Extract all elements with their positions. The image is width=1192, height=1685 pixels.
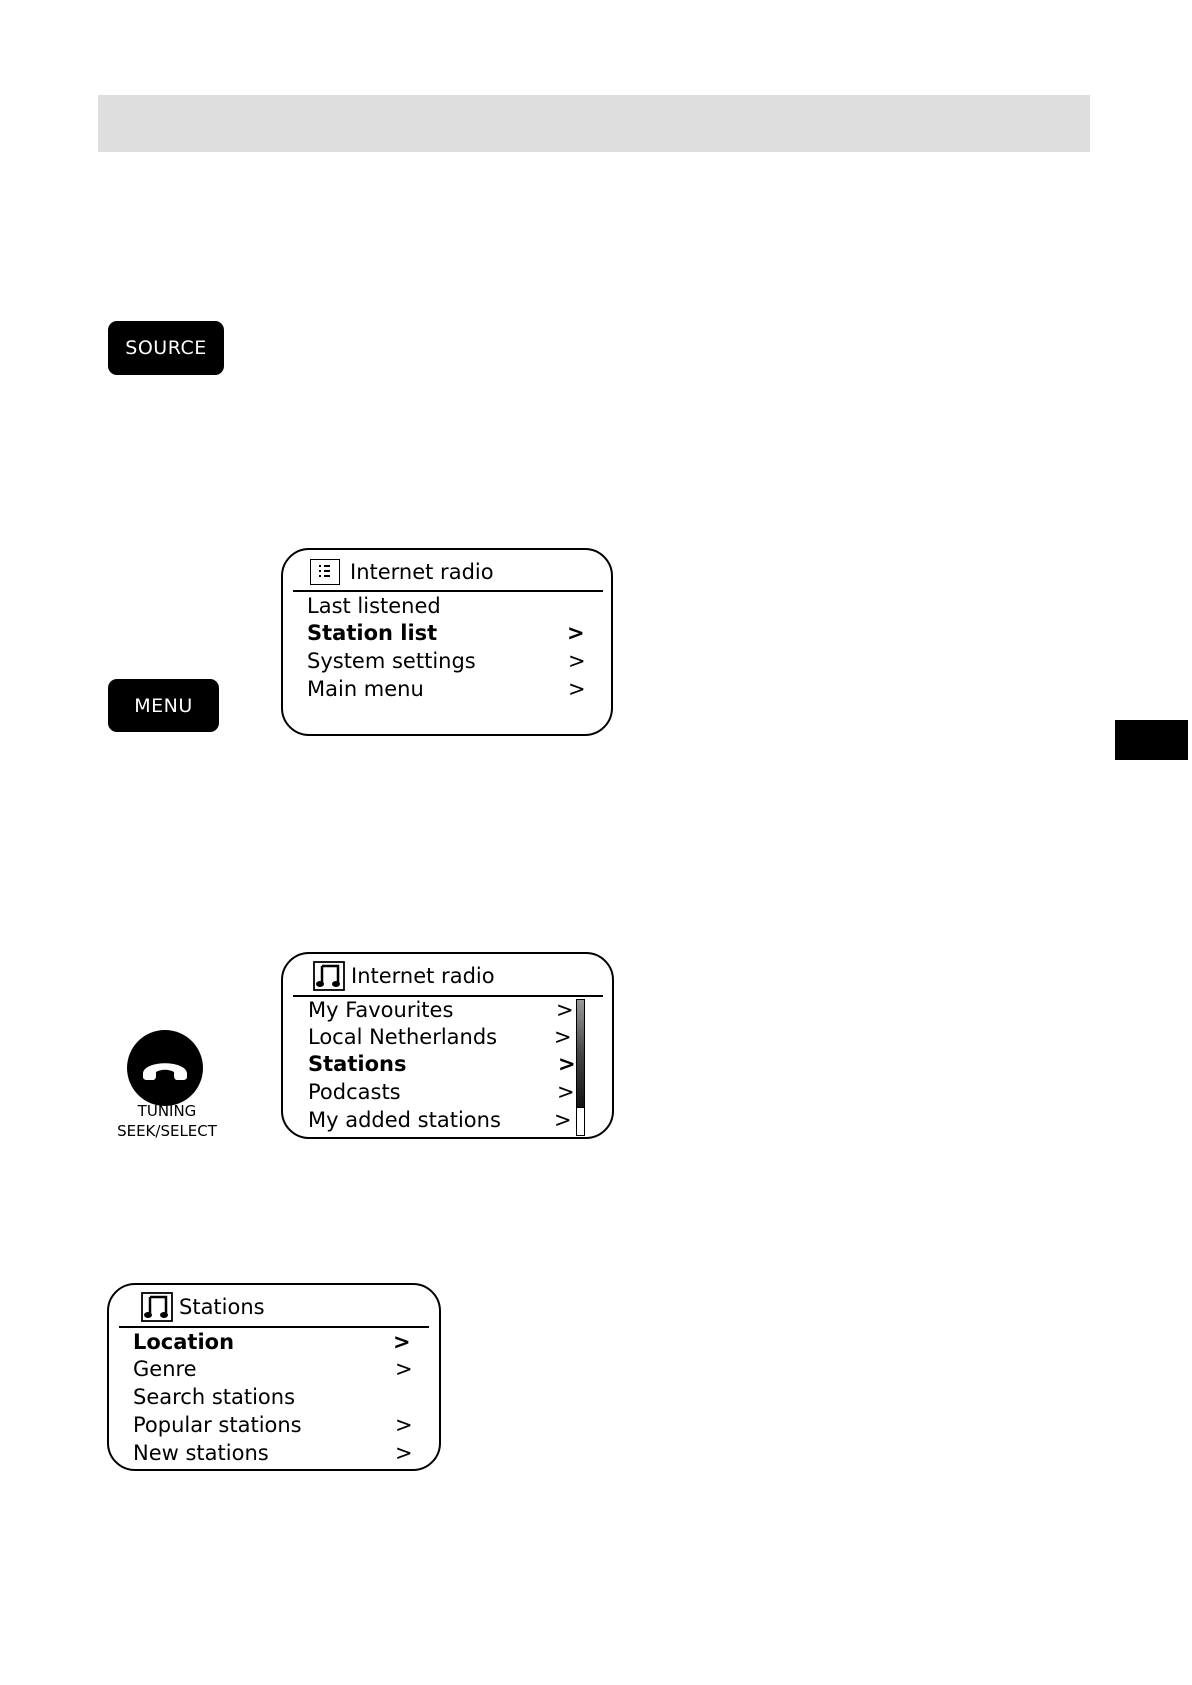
- chevron-right-icon: >: [554, 1108, 572, 1132]
- chevron-right-icon: >: [554, 1025, 572, 1049]
- display-stations: [107, 1283, 441, 1471]
- menu-item-popular-stations[interactable]: Popular stations: [133, 1413, 302, 1437]
- chevron-right-icon: >: [567, 621, 585, 645]
- menu-item-system-settings[interactable]: System settings: [307, 649, 476, 673]
- chapter-tab: [1115, 720, 1188, 760]
- source-button[interactable]: SOURCE: [108, 321, 224, 375]
- chevron-right-icon: >: [556, 998, 574, 1022]
- chevron-right-icon: >: [395, 1413, 413, 1437]
- tuning-knob[interactable]: [127, 1030, 203, 1106]
- chevron-right-icon: >: [558, 1052, 576, 1076]
- display-internet-radio-list: [281, 952, 614, 1139]
- knob-label-tuning: TUNING: [137, 1102, 197, 1120]
- menu-item-local-netherlands[interactable]: Local Netherlands: [308, 1025, 498, 1049]
- menu-item-main-menu[interactable]: Main menu: [307, 677, 424, 701]
- music-note-icon: [313, 961, 345, 991]
- menu-item-new-stations[interactable]: New stations: [133, 1441, 269, 1465]
- display-title-row: [313, 961, 495, 991]
- display-title-row: [141, 1292, 265, 1322]
- knob-label-seek-select: SEEK/SELECT: [117, 1122, 217, 1140]
- menu-item-last-listened[interactable]: Last listened: [307, 594, 441, 618]
- menu-item-genre[interactable]: Genre: [133, 1357, 197, 1381]
- menu-item-stations[interactable]: Stations: [308, 1052, 407, 1076]
- music-note-icon: [141, 1292, 173, 1322]
- chevron-right-icon: >: [395, 1441, 413, 1465]
- display-title: Stations: [179, 1295, 265, 1319]
- phone-handset-icon: [127, 1030, 203, 1106]
- chevron-right-icon: >: [568, 677, 586, 701]
- scrollbar-thumb[interactable]: [577, 1107, 584, 1135]
- chevron-right-icon: >: [393, 1330, 411, 1354]
- header-bar: [98, 95, 1090, 152]
- menu-item-podcasts[interactable]: Podcasts: [308, 1080, 401, 1104]
- chevron-right-icon: >: [395, 1357, 413, 1381]
- menu-item-station-list[interactable]: Station list: [307, 621, 438, 645]
- menu-item-my-added-stations[interactable]: My added stations: [308, 1108, 501, 1132]
- chevron-right-icon: >: [568, 649, 586, 673]
- menu-item-my-favourites[interactable]: My Favourites: [308, 998, 454, 1022]
- display-internet-radio-menu: [281, 548, 613, 736]
- menu-button[interactable]: MENU: [108, 679, 219, 732]
- display-title-row: [310, 557, 494, 587]
- menu-item-search-stations[interactable]: Search stations: [133, 1385, 296, 1409]
- scrollbar[interactable]: [576, 999, 585, 1136]
- chevron-right-icon: >: [557, 1080, 575, 1104]
- display-title: Internet radio: [351, 964, 495, 988]
- list-icon: [310, 559, 340, 585]
- display-title: Internet radio: [350, 560, 494, 584]
- menu-item-location[interactable]: Location: [133, 1330, 235, 1354]
